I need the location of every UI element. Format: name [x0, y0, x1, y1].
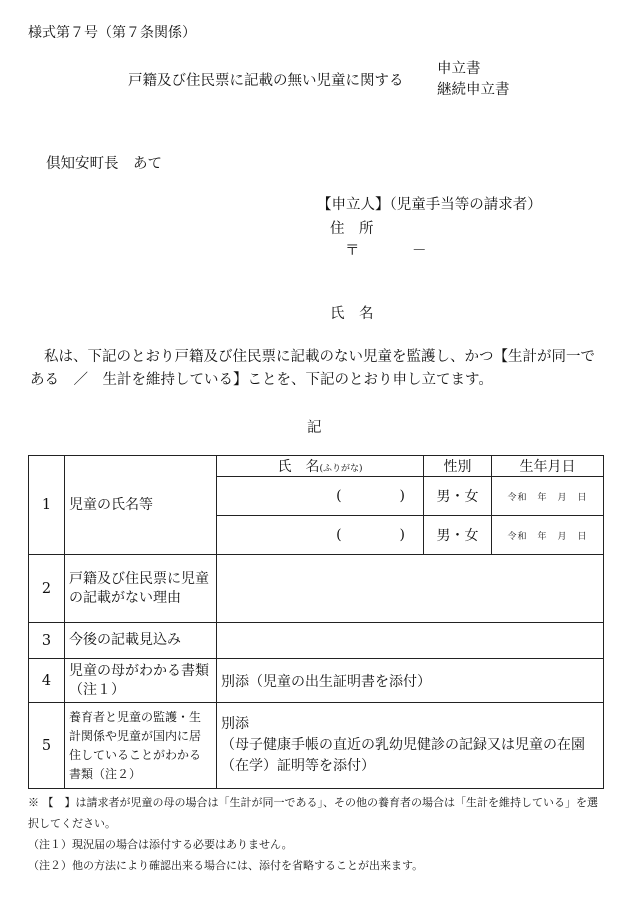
address-label: 住 所: [330, 221, 374, 237]
row-number: 2: [29, 555, 65, 623]
row-label-mother-docs: 児童の母がわかる書類（注１）: [65, 659, 217, 703]
title-option-continuation: 継続申立書: [437, 82, 510, 98]
custody-docs-line-1: 別添: [221, 716, 249, 732]
row-label-child-name: [65, 456, 217, 555]
child-info-table: [28, 455, 604, 789]
sex-select-1[interactable]: 男・女: [424, 477, 492, 516]
child-name-field-1[interactable]: [217, 477, 424, 516]
child-name-field-2[interactable]: [217, 516, 424, 555]
dob-field-1[interactable]: 令和 年 月 日: [492, 477, 604, 516]
dob-field-2[interactable]: 令和 年 月 日: [492, 516, 604, 555]
title-option-application: 申立書: [437, 61, 481, 77]
paren-close: ): [399, 488, 405, 504]
reason-field[interactable]: [217, 555, 604, 623]
row-label-custody-docs: 養育者と児童の監護・生計関係や児童が国内に居住していることがわかる書類（注２）: [65, 703, 217, 789]
paren-close: ): [399, 527, 405, 543]
statement-text: 私は、下記のとおり戸籍及び住民票に記載のない児童を監護し、かつ【生計が同一である ／ 生計を維持している】ことを、下記のとおり申し立てます。: [30, 349, 595, 388]
prospect-field[interactable]: [217, 623, 604, 659]
note-selection: ※ 【 】は請求者が児童の母の場合は「生計が同一である」、その他の養育者の場合は「生計を維持している」を選択してください。: [28, 796, 598, 830]
row-number: 4: [29, 659, 65, 703]
table-row: [29, 623, 604, 659]
paren-open: (: [336, 527, 342, 543]
header-kana-text: (ふりがな): [319, 464, 363, 474]
paren-open: (: [336, 488, 342, 504]
row-number: 3: [29, 623, 65, 659]
table-row: [29, 703, 604, 789]
table-header-row: [29, 456, 604, 477]
table-row: [29, 555, 604, 623]
form-number: 様式第７号（第７条関係）: [28, 25, 196, 41]
header-dob: 生年月日: [492, 456, 604, 477]
note-2: （注２）他の方法により確認出来る場合には、添付を省略することが出来ます。: [28, 859, 424, 872]
postal-dash: －: [412, 243, 427, 259]
mother-docs-content: 別添（児童の出生証明書を添付）: [217, 659, 604, 703]
header-blank: [29, 456, 65, 555]
name-label: 氏 名: [330, 306, 374, 322]
header-sex: 性別: [424, 456, 492, 477]
custody-docs-line-2: （母子健康手帳の直近の乳幼児健診の記録又は児童の在園（在学）証明等を添付）: [221, 737, 585, 774]
ki-heading: 記: [307, 420, 322, 436]
notes: [28, 792, 608, 876]
document-title: 戸籍及び住民票に記載の無い児童に関する: [128, 73, 404, 89]
header-name: [217, 456, 424, 477]
custody-docs-content: [217, 703, 604, 789]
applicant-heading: 【申立人】（児童手当等の請求者）: [317, 197, 542, 213]
row-label-text: 児童の氏名等: [69, 496, 153, 513]
row-label-reason: 戸籍及び住民票に児童の記載がない理由: [65, 555, 217, 623]
sex-select-2[interactable]: 男・女: [424, 516, 492, 555]
table-row: [29, 659, 604, 703]
row-number: 1: [41, 497, 52, 513]
postal-mark: 〒: [345, 243, 360, 259]
row-label-prospect: 今後の記載見込み: [65, 623, 217, 659]
note-1: （注１）現況届の場合は添付する必要はありません。: [28, 838, 293, 851]
addressee: 倶知安町長 あて: [46, 156, 162, 172]
row-number: 5: [29, 703, 65, 789]
header-name-text: 氏 名: [277, 459, 320, 475]
